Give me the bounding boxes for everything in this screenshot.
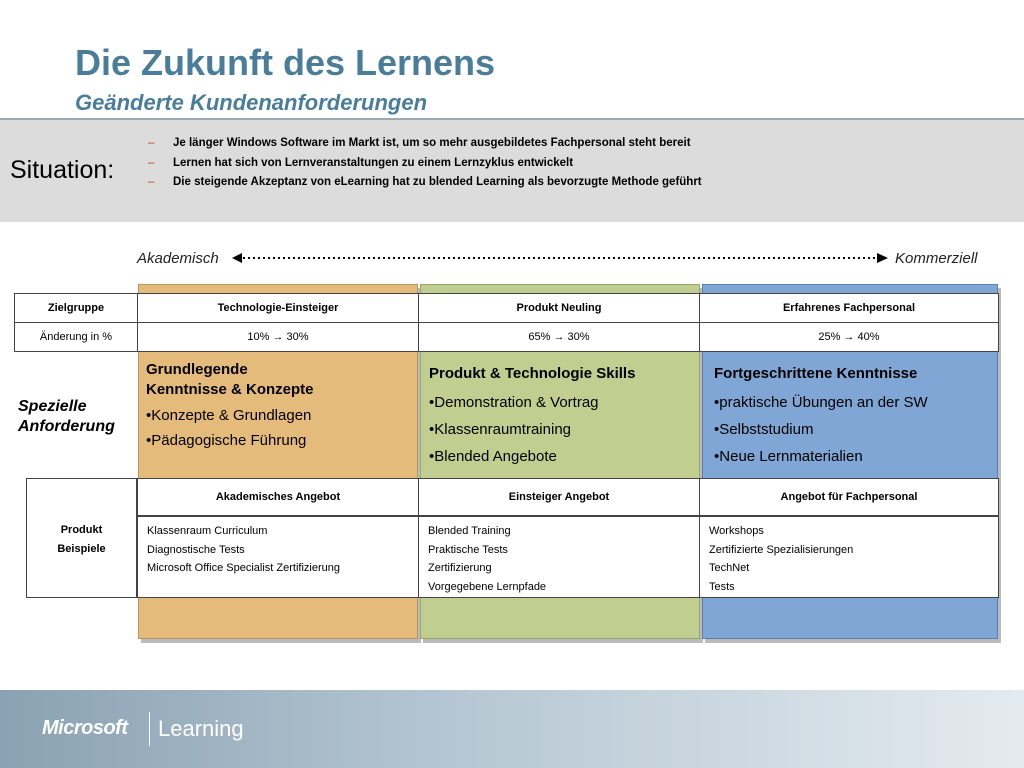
offer-list-academic [137,516,419,598]
requirement-item: • Selbststudium [714,417,928,442]
page-subtitle: Geänderte Kundenanforderungen [75,90,428,115]
situation-label: Situation: [10,156,115,184]
microsoft-logo: Microsoft [42,717,128,739]
requirement-item: • Demonstration & Vortrag [429,390,635,415]
header-produkt-neuling: Produkt Neuling [418,293,700,323]
offer-header-professional: Angebot für Fachpersonal [699,478,999,516]
requirement-beginner [429,364,635,469]
dash-bullet: – [148,137,155,149]
dash-bullet: – [148,156,155,169]
products-label: Produkt Beispiele [26,478,137,598]
requirement-title: Kenntnisse & Konzepte [146,381,314,398]
requirement-professional [714,364,928,469]
change-value: 10% → 30% [137,322,419,352]
offer-item: TechNet [709,562,750,574]
header-erfahrenes-fachpersonal: Erfahrenes Fachpersonal [699,293,999,323]
offer-item: Zertifizierung [428,562,492,574]
requirements-label: Spezielle Anforderung [18,398,115,435]
change-value: 65% → 30% [418,322,700,352]
requirement-academic [146,360,314,453]
footer-bar [0,690,1024,768]
requirement-title: Grundlegende [146,361,248,378]
axis-label-right: Kommerziell [895,250,978,267]
offer-item: Vorgegebene Lernpfade [428,580,547,593]
requirement-item: • Neue Lernmaterialien [714,444,928,469]
situation-item: – Die steigende Akzeptanz von eLearning hat zu blended Learning als bevorzugte Methode geführt [148,173,702,193]
offer-item: Blended Training [428,525,511,537]
offer-header-beginner: Einsteiger Angebot [418,478,700,516]
double-arrow-icon [232,251,888,265]
requirement-title: Fortgeschrittene Kenntnisse [714,365,918,382]
axis-label-left: Akademisch [137,250,219,267]
offer-item: Workshops [709,525,764,537]
requirement-item: • Konzepte & Grundlagen [146,403,314,428]
row-header-target-group: Zielgruppe [14,293,138,323]
offer-list-professional [699,516,999,598]
situation-item: – Lernen hat sich von Lernveranstaltungen zu einem Lernzyklus entwickelt [148,154,702,174]
requirement-item: • Blended Angebote [429,444,635,469]
offer-item: Klassenraum Curriculum [147,525,268,537]
situation-panel [0,118,1024,222]
situation-list [148,134,702,193]
footer-separator [149,712,150,746]
header-technologie-einsteiger: Technologie-Einsteiger [137,293,419,323]
requirement-title: Produkt & Technologie Skills [429,365,636,382]
offer-header-academic: Akademisches Angebot [137,478,419,516]
requirement-item: • praktische Übungen an der SW [714,390,928,415]
situation-item: – Je länger Windows Software im Markt ist, um so mehr ausgebildetes Fachpersonal steht bereit [148,134,702,154]
offer-item: Zertifizierte Spezialisierungen [709,543,854,556]
offer-item: Diagnostische Tests [147,543,245,556]
dash-bullet: – [148,176,155,188]
page-title: Die Zukunft des Lernens [75,42,496,83]
requirement-item: • Klassenraumtraining [429,417,635,442]
offer-list-beginner [418,516,700,598]
requirement-item: • Pädagogische Führung [146,428,314,453]
row-header-change: Änderung in % [14,322,138,352]
offer-item: Tests [709,580,735,593]
offer-item: Microsoft Office Specialist Zertifizierung [147,562,340,574]
change-value: 25% → 40% [699,322,999,352]
footer-product-name: Learning [158,716,244,741]
offer-item: Praktische Tests [428,543,508,556]
